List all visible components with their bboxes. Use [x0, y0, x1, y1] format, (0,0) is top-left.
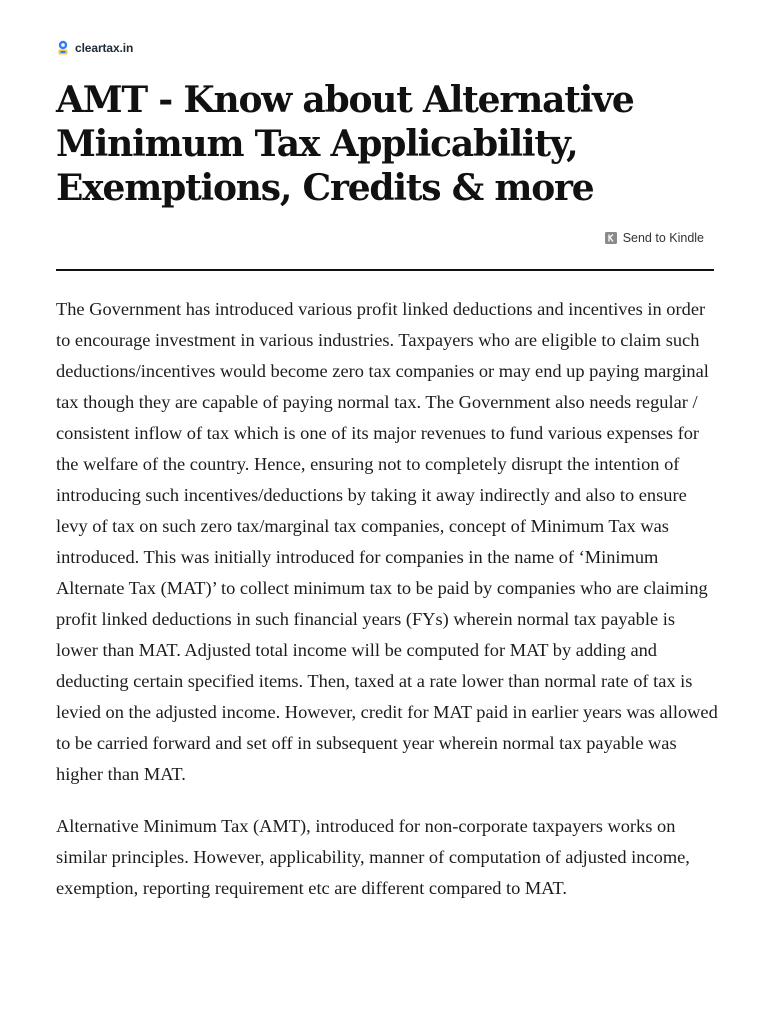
source-site-name: cleartax.in — [75, 41, 134, 55]
article-body — [56, 294, 720, 925]
send-to-kindle-button[interactable] — [605, 231, 704, 245]
cleartax-logo-icon — [56, 40, 70, 56]
send-to-kindle-label: Send to Kindle — [622, 231, 704, 245]
article-paragraph-2: Alternative Minimum Tax (AMT), introduced for non-corporate taxpayers works on similar principles. However, applicability, manner of computation of adjusted income, exemption, reporting requirement etc are different compared to MAT. — [56, 816, 690, 898]
title-divider — [56, 269, 714, 271]
article-title: AMT - Know about Alternative Minimum Tax Applicability, Exemptions, Credits & more — [56, 79, 634, 209]
kindle-icon — [605, 232, 617, 244]
article-paragraph-1: The Government has introduced various profit linked deductions and incentives in order to encourage investment in various industries. Taxpayers who are eligible to claim such deductions/incentives would become zero tax companies or may end up paying marginal tax though they are capable of paying normal tax. The Government also needs regular / consistent inflow of tax which is one of its major revenues to fund various expenses for the welfare of the country. Hence, ensuring not to completely disrupt the intention of introducing such incentives/deductions by taking it away indirectly and also to ensure levy of tax on such zero tax/marginal tax companies, concept of Minimum Tax was introduced. This was initially introduced for companies in the name of ‘Minimum Alternate Tax (MAT)’ to collect minimum tax to be paid by companies who are claiming profit linked deductions in such financial years (FYs) wherein normal tax payable is lower than MAT. Adjusted total income will be computed for MAT by adding and deducting certain specified items. Then, taxed at a rate lower than normal rate of tax is levied on the adjusted income. However, credit for MAT paid in earlier years was allowed to be carried forward and set off in subsequent year wherein normal tax payable was higher than MAT. — [56, 299, 718, 784]
source-site[interactable] — [56, 39, 133, 57]
